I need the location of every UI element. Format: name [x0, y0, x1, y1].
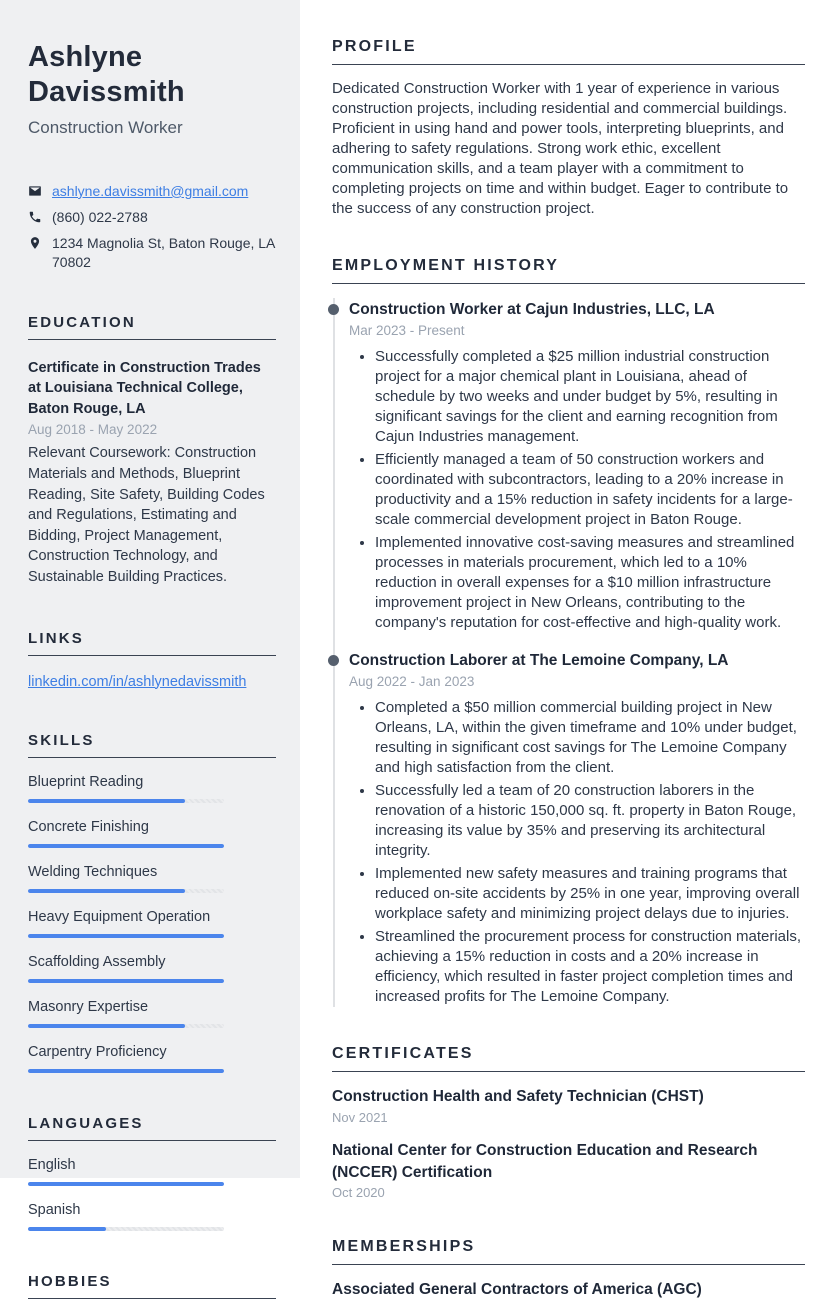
job-dates: Mar 2023 - Present: [349, 323, 465, 339]
membership-title: Associated General Contractors of America (AGC): [332, 1281, 702, 1299]
skill-bar: [28, 1024, 224, 1028]
job-dates: Aug 2022 - Jan 2023: [349, 674, 475, 690]
job-bullet: • Successfully completed a $25 million industrial construction project for a major chemical plant in Louisiana, ahead of schedule by two weeks and under budget by 5%, resulting in significant savings for the client and earning recognition from Cajun Industries management.: [375, 347, 805, 447]
job-title: Construction Laborer at The Lemoine Company, LA: [349, 652, 729, 670]
employment-section: [332, 257, 805, 1007]
location-pin-icon: [28, 236, 42, 250]
contact-block: [28, 182, 276, 272]
certificate-date: Nov 2021: [332, 1109, 388, 1125]
certificates-heading: CERTIFICATES: [332, 1045, 805, 1072]
skill-label: Blueprint Reading: [28, 773, 144, 790]
language-label: Spanish: [28, 1201, 81, 1218]
education-dates: Aug 2018 - May 2022: [28, 422, 158, 438]
skill-bar: [28, 844, 224, 848]
skills-heading: SKILLS: [28, 732, 276, 758]
skill-bar: [28, 934, 224, 938]
job-bullet: • Implemented innovative cost-saving measures and streamlined processes in materials procurement, which led to a 10% reduction in overall expenses for a $10 million infrastructure improvement project in New Orleans, contributing to the company's reputation for cost-effective and high-quality work.: [375, 533, 805, 633]
skill-label: Scaffolding Assembly: [28, 953, 166, 970]
language-bar: [28, 1227, 224, 1231]
links-heading: LINKS: [28, 630, 276, 656]
education-degree: Certificate in Construction Trades at Louisiana Technical College, Baton Rouge, LA: [28, 359, 261, 417]
candidate-name: Ashlyne Davissmith: [28, 41, 185, 109]
certificates-section: [332, 1045, 805, 1200]
job-bullet: • Implemented new safety measures and training programs that reduced on-site accidents by 25% in one year, improving overall workplace safety and minimizing project delays due to injuries.: [375, 864, 805, 924]
job-bullet: • Completed a $50 million commercial building project in New Orleans, LA, within the given timeframe and 10% under budget, resulting in significant cost savings for The Lemoine Company and high satisfaction from the client.: [375, 698, 805, 778]
job-bullet: • Successfully led a team of 20 construction laborers in the renovation of a historic 150,000 sq. ft. property in Baton Rouge, increasing its value by 35% and preserving its architectural integrity.: [375, 781, 805, 861]
skill-bar-fill: [28, 1024, 185, 1028]
sidebar: [0, 0, 300, 1290]
job-bullet: • Efficiently managed a team of 50 construction workers and coordinated with subcontractors, leading to a 20% increase in productivity and a 15% reduction in safety incidents for a large-scale commercial development project in Baton Rouge.: [375, 450, 805, 530]
contact-address-row: [28, 234, 276, 272]
employment-heading: EMPLOYMENT HISTORY: [332, 257, 805, 284]
email-icon: [28, 184, 42, 198]
resume-main: [300, 0, 833, 1299]
skill-label: Masonry Expertise: [28, 998, 149, 1015]
skill-bar-fill: [28, 889, 185, 893]
skill-bar-fill: [28, 979, 224, 983]
education-description: Relevant Coursework: Construction Materials and Methods, Blueprint Reading, Site Safety, Building Codes and Regulations, Estimating and Bidding, Project Management, Construction Technology, and Sustainable Building Practices.: [28, 445, 265, 585]
job-entry: [349, 649, 805, 1007]
skill-label: Welding Techniques: [28, 863, 158, 880]
certificate-title: Construction Health and Safety Technician (CHST): [332, 1088, 704, 1106]
certificate-date: Oct 2020: [332, 1185, 385, 1201]
timeline-dot: [328, 304, 339, 315]
language-bar-fill: [28, 1182, 224, 1186]
contact-email-row: [28, 182, 276, 201]
memberships-heading: MEMBERSHIPS: [332, 1238, 805, 1265]
memberships-section: [332, 1238, 805, 1301]
certificate-title: National Center for Construction Education and Research (NCCER) Certification: [332, 1141, 758, 1181]
membership-item: [332, 1279, 805, 1301]
profile-heading: PROFILE: [332, 38, 805, 65]
skill-bar: [28, 979, 224, 983]
skill-item: [28, 1044, 276, 1073]
job-bullets: [349, 698, 805, 1007]
profile-text: Dedicated Construction Worker with 1 year of experience in various construction projects, including residential and commercial buildings. Proficient in using hand and power tools, interpreting blueprints, and adhering to safety regulations. Strong work ethic, excellent communication skills, and a team player with a commitment to completing projects on time and within budget. Eager to contribute to the success of any construction project.: [332, 80, 789, 217]
skill-item: [28, 999, 276, 1028]
languages-heading: LANGUAGES: [28, 1115, 276, 1141]
skill-item: [28, 864, 276, 893]
employment-timeline: [333, 298, 805, 1007]
language-item: [28, 1202, 276, 1231]
hobbies-heading: HOBBIES: [28, 1273, 276, 1299]
skill-label: Carpentry Proficiency: [28, 1043, 167, 1060]
links-section: [28, 630, 276, 690]
skill-bar: [28, 799, 224, 803]
skill-bar-fill: [28, 934, 224, 938]
language-item: [28, 1157, 276, 1186]
skill-label: Concrete Finishing: [28, 818, 149, 835]
skill-bar-fill: [28, 799, 185, 803]
phone-icon: [28, 210, 42, 224]
language-bar-fill: [28, 1227, 106, 1231]
profile-section: [332, 38, 805, 219]
skill-bar: [28, 889, 224, 893]
certificate-item: [332, 1086, 805, 1125]
skills-section: [28, 732, 276, 1073]
skill-item: [28, 774, 276, 803]
skill-item: [28, 954, 276, 983]
skill-bar: [28, 1069, 224, 1073]
job-title: Construction Worker at Cajun Industries, LLC, LA: [349, 301, 715, 318]
hobbies-section: [28, 1273, 276, 1299]
job-bullets: [349, 347, 805, 633]
education-heading: EDUCATION: [28, 314, 276, 340]
contact-phone-row: [28, 208, 276, 227]
email-link[interactable]: ashlyne.davissmith@gmail.com: [52, 182, 249, 199]
job-entry: [349, 298, 805, 633]
skill-item: [28, 909, 276, 938]
certificate-item: [332, 1140, 805, 1200]
linkedin-link[interactable]: linkedin.com/in/ashlynedavissmith: [28, 673, 247, 690]
education-section: [28, 314, 276, 588]
phone-text: (860) 022-2788: [52, 208, 148, 225]
skill-label: Heavy Equipment Operation: [28, 908, 211, 925]
link-item: [28, 674, 276, 690]
skill-bar-fill: [28, 1069, 224, 1073]
candidate-job-title: Construction Worker: [28, 117, 183, 137]
skill-item: [28, 819, 276, 848]
languages-section: [28, 1115, 276, 1231]
address-text: 1234 Magnolia St, Baton Rouge, LA 70802: [52, 234, 275, 270]
language-label: English: [28, 1156, 76, 1173]
language-bar: [28, 1182, 224, 1186]
skill-bar-fill: [28, 844, 224, 848]
timeline-dot: [328, 655, 339, 666]
job-bullet: • Streamlined the procurement process for construction materials, achieving a 15% reduction in costs and a 20% increase in efficiency, which resulted in faster project completion times and increased profits for The Lemoine Company.: [375, 927, 805, 1007]
